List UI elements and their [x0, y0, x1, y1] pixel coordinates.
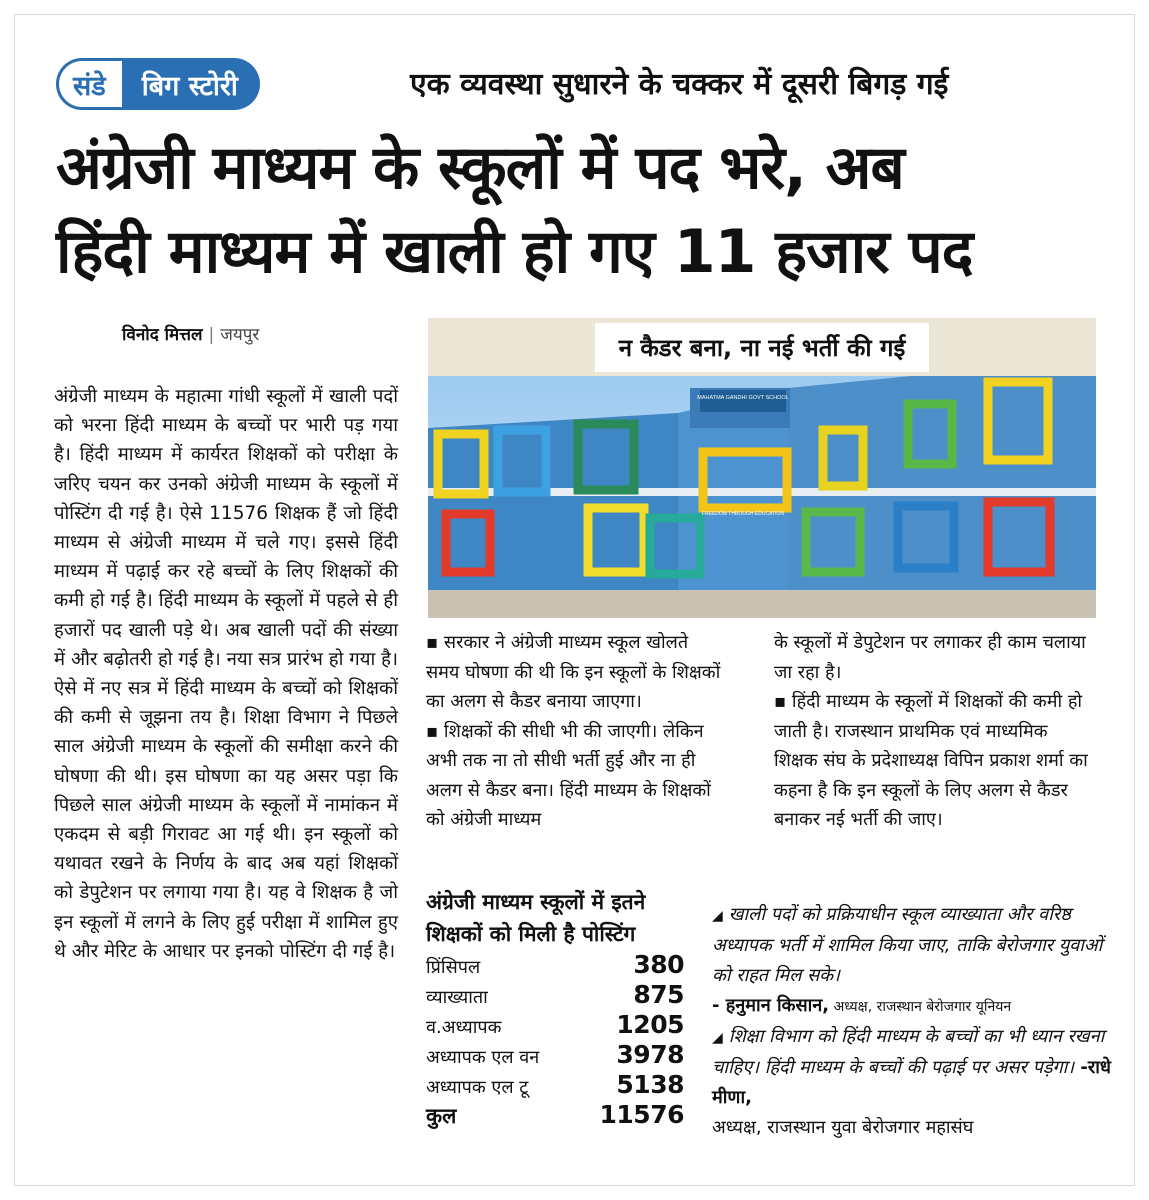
table-row: [426, 980, 684, 1010]
right-para-1: के स्कूलों में डेपुटेशन पर लगाकर ही काम चलाया जा रहा है।: [774, 632, 1086, 683]
row-value: 5138: [616, 1070, 684, 1099]
table-row: [426, 1070, 684, 1100]
quote-1-attribution: [712, 991, 1112, 1022]
headline-line-2: हिंदी माध्यम में खाली हो गए 11 हजार पद: [56, 217, 973, 287]
byline-separator: |: [208, 325, 215, 345]
quote-1: [712, 900, 1112, 991]
quote-1-text: खाली पदों को प्रक्रियाधीन स्कूल व्याख्याता और वरिष्ठ अध्यापक भर्ती में शामिल किया जाए, ताकि बेरोजगार युवाओं को राहत मिल सके।: [712, 904, 1103, 986]
photo-caption-bar: [428, 318, 1096, 376]
school-photo: [428, 318, 1096, 618]
middle-column-body: [426, 628, 726, 835]
table-row: [426, 1040, 684, 1070]
quote-marker-icon: ◢: [712, 1030, 723, 1046]
total-value: 11576: [599, 1100, 684, 1129]
building-sign-line-1: MAHATMA GANDHI GOVT SCHOOL: [697, 395, 789, 401]
posting-title-line-1: अंग्रेजी माध्यम स्कूलों में इतने: [426, 890, 646, 914]
byline: [122, 322, 259, 345]
quote-2: [712, 1022, 1112, 1113]
kicker-headline: एक व्यवस्था सुधारने के चक्कर में दूसरी बिगड़ गई: [410, 67, 949, 102]
quote-2-name: -राधे मीणा,: [712, 1057, 1111, 1108]
byline-city: जयपुर: [220, 325, 260, 345]
quote-marker-icon: ◢: [712, 908, 723, 924]
total-label: कुल: [426, 1104, 457, 1128]
table-row-total: [426, 1100, 684, 1130]
quote-2-attribution: [712, 1113, 1112, 1143]
middle-para-1: ▪ सरकार ने अंग्रेजी माध्यम स्कूल खोलते समय घोषणा की थी कि इन स्कूलों के शिक्षकों का अलग से कैडर बनाया जाएगा।: [426, 632, 721, 712]
section-tag: [56, 58, 260, 110]
row-label: अध्यापक एल टू: [426, 1077, 529, 1098]
main-headline: [56, 126, 1106, 294]
middle-para-2: ▪ शिक्षकों की सीधी भी की जाएगी। लेकिन अभी तक ना तो सीधी भर्ती हुई और ना ही अलग से कैडर बना। हिंदी माध्यम के शिक्षकों को अंग्रेजी माध्यम: [426, 720, 711, 830]
posting-table: [426, 886, 684, 1130]
row-value: 1205: [616, 1010, 684, 1039]
quote-1-role: अध्यक्ष, राजस्थान बेरोजगार यूनियन: [829, 999, 1012, 1015]
tag-big-story: बिग स्टोरी: [122, 58, 260, 110]
quotes-box: [712, 900, 1112, 1143]
row-label: व.अध्यापक: [426, 1017, 502, 1038]
headline-line-1: अंग्रेजी माध्यम के स्कूलों में पद भरे, अब: [56, 133, 904, 203]
row-label: प्रिंसिपल: [426, 957, 481, 978]
byline-author: विनोद मित्तल: [122, 325, 203, 345]
row-value: 380: [633, 950, 684, 979]
quote-1-name: - हनुमान किसान,: [712, 995, 830, 1016]
building-sign-line-2: FREEDOM THROUGH EDUCATION: [701, 511, 785, 517]
quote-2-role: अध्यक्ष, राजस्थान युवा बेरोजगार महासंघ: [712, 1117, 974, 1138]
table-row: [426, 950, 684, 980]
tag-sunday: संडे: [56, 58, 122, 110]
row-value: 875: [633, 980, 684, 1009]
row-label: अध्यापक एल वन: [426, 1047, 540, 1068]
right-column-body: [774, 628, 1094, 835]
posting-title-line-2: शिक्षकों को मिली है पोस्टिंग: [426, 922, 636, 946]
right-para-2: ▪ हिंदी माध्यम के स्कूलों में शिक्षकों की कमी हो जाती है। राजस्थान प्राथमिक एवं माध्यमिक शिक्षक संघ के प्रदेशाध्यक्ष विपिन प्रकाश शर्मा का कहना है कि इन स्कूलों के लिए अलग से कैडर बनाकर नई भर्ती की जाए।: [774, 691, 1088, 830]
left-column-body: अंग्रेजी माध्यम के महात्मा गांधी स्कूलों में खाली पदों को भरना हिंदी माध्यम के बच्चों पर भारी पड़ गया है। हिंदी माध्यम में कार्यरत शिक्षकों को परीक्षा के जरिए चयन कर उनको अंग्रेजी माध्यम के स्कूलों में पोस्टिंग दी गई है। ऐसे 11576 शिक्षक हैं जो हिंदी माध्यम से अंग्रेजी माध्यम में चले गए। इससे हिंदी माध्यम में पढ़ाई कर रहे बच्चों के लिए शिक्षकों की कमी हो गई है। हिंदी माध्यम के स्कूलों में पहले से ही हजारों पद खाली पड़े थे। अब खाली पदों की संख्या में और बढ़ोतरी हो गई है। नया सत्र प्रारंभ हो गया है। ऐसे में नए सत्र में हिंदी माध्यम के बच्चों को शिक्षकों की कमी से जूझना तय है। शिक्षा विभाग ने पिछले साल अंग्रेजी माध्यम के स्कूलों की समीक्षा करने की घोषणा की थी। इस घोषणा का यह असर पड़ा कि पिछले साल अंग्रेजी माध्यम के स्कूलों में नामांकन में एकदम से बड़ी गिरावट आ गई थी। इन स्कूलों को यथावत रखने के निर्णय के बाद अब यहां शिक्षकों को डेपुटेशन पर लगाया गया है। यह वे शिक्षक है जो इन स्कूलों में लगने के लिए हुई परीक्षा में शामिल हुए थे और मेरिट के आधार पर इनको पोस्टिंग दी गई है।: [54, 386, 398, 962]
row-value: 3978: [616, 1040, 684, 1069]
table-row: [426, 1010, 684, 1040]
photo-caption: न कैडर बना, ना नई भर्ती की गई: [595, 323, 930, 372]
row-label: व्याख्याता: [426, 987, 488, 1008]
posting-title: [426, 886, 684, 950]
quote-2-text: शिक्षा विभाग को हिंदी माध्यम के बच्चों का भी ध्यान रखना चाहिए। हिंदी माध्यम के बच्चों की पढ़ाई पर असर पड़ेगा।: [712, 1026, 1105, 1078]
